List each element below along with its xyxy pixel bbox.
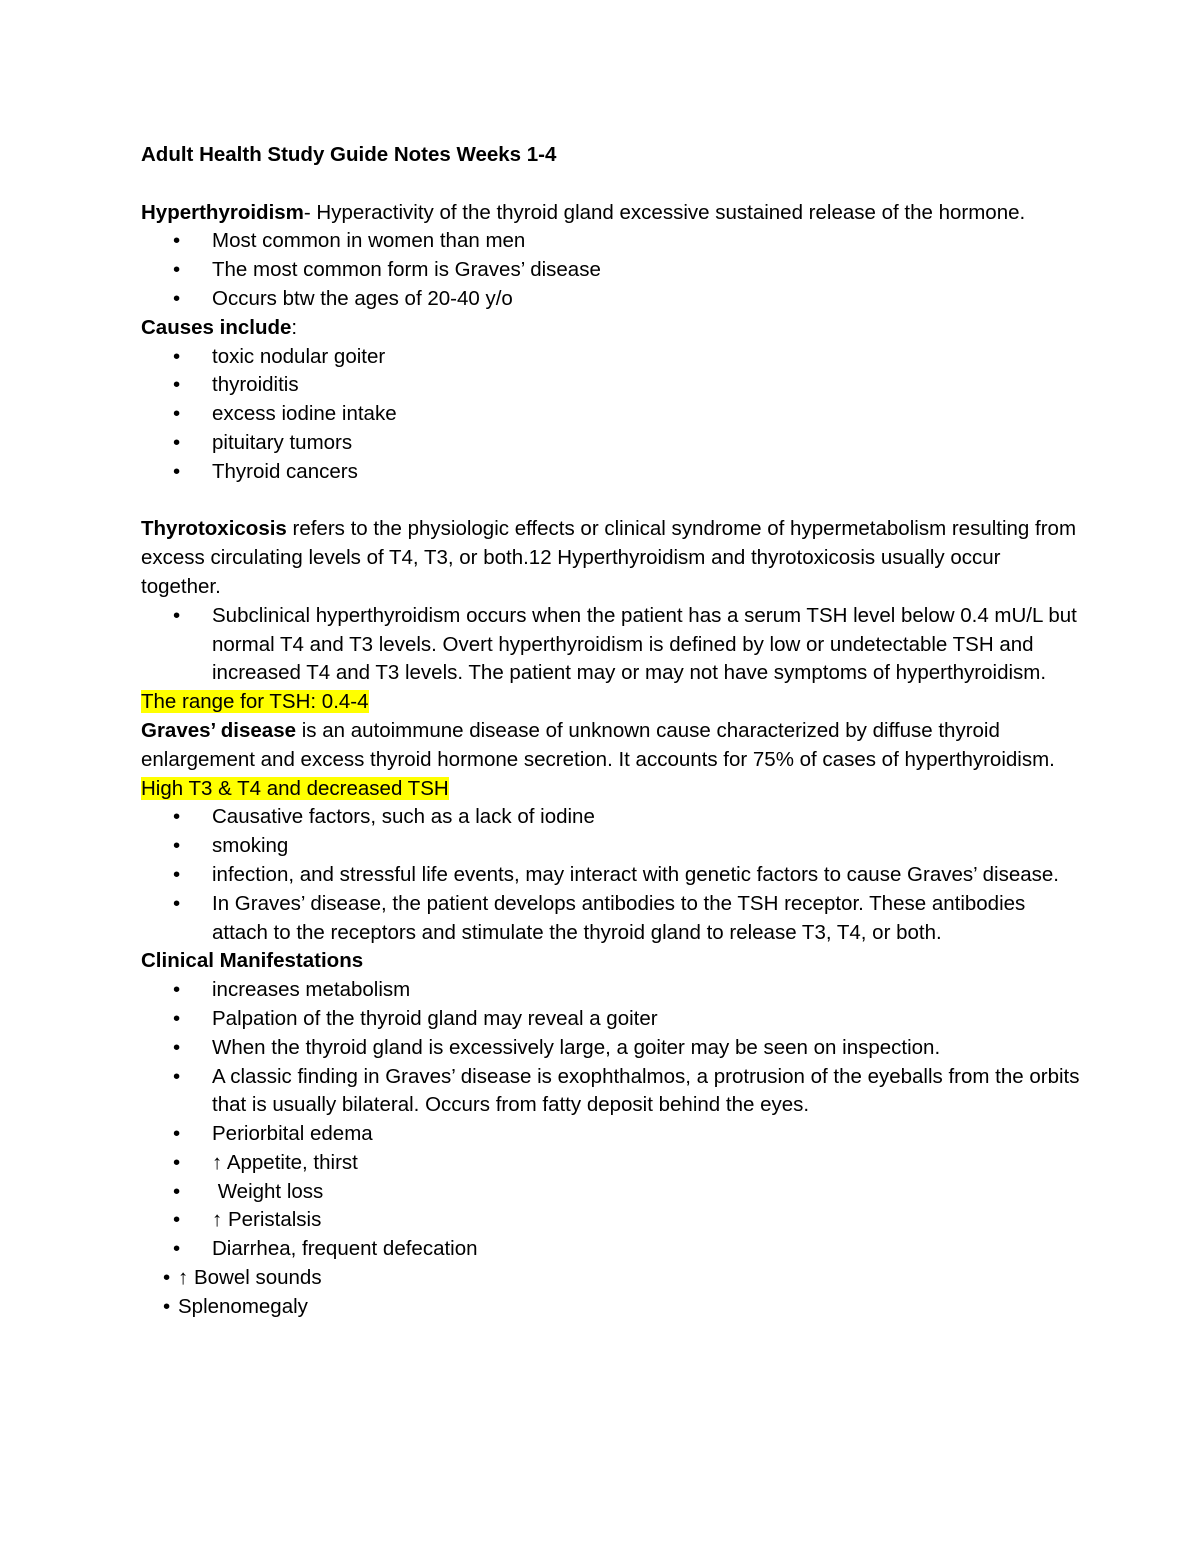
bullet-icon: • <box>173 1150 181 1174</box>
thyrotoxicosis-list <box>141 602 1080 688</box>
bullet-icon: • <box>173 286 181 310</box>
bullet-icon: • <box>173 603 181 627</box>
bullet-icon: • <box>173 1064 181 1088</box>
list-item: • Periorbital edema <box>141 1120 1080 1149</box>
causes-list <box>141 343 1080 487</box>
list-item: • ↑ Peristalsis <box>141 1206 1080 1235</box>
list-item: • increases metabolism <box>141 976 1080 1005</box>
bullet-icon: • <box>173 402 181 426</box>
list-item: • Splenomegaly <box>141 1293 1080 1322</box>
bullet-icon: • <box>163 1294 171 1318</box>
list-item: • ↑ Appetite, thirst <box>141 1149 1080 1178</box>
list-item: • smoking <box>141 832 1080 861</box>
list-item: • A classic finding in Graves’ disease is exophthalmos, a protrusion of the eyeballs from the orbits that is usually bilateral. Occurs from fatty deposit behind the eyes. <box>173 1064 1080 1117</box>
document-title: Adult Health Study Guide Notes Weeks 1-4 <box>141 143 557 166</box>
bullet-icon: • <box>173 373 181 397</box>
thyrotoxicosis-term: Thyrotoxicosis <box>141 517 287 541</box>
bullet-icon: • <box>173 258 181 282</box>
list-item: • ↑ Bowel sounds <box>141 1264 1080 1293</box>
hyperthyroidism-paragraph <box>141 199 1080 228</box>
bullet-icon: • <box>173 344 181 368</box>
clinical-heading: Clinical Manifestations <box>141 949 364 973</box>
list-item: • The most common form is Graves’ disease <box>141 256 1080 285</box>
list-item: • infection, and stressful life events, may interact with genetic factors to cause Graves’ disease. <box>141 861 1080 890</box>
clinical-list-continued <box>141 1264 1080 1322</box>
list-item: • Occurs btw the ages of 20-40 y/o <box>141 285 1080 314</box>
list-item: • toxic nodular goiter <box>141 343 1080 372</box>
bullet-icon: • <box>173 1035 181 1059</box>
bullet-icon: • <box>173 229 181 253</box>
list-item: • Causative factors, such as a lack of iodine <box>141 803 1080 832</box>
graves-list <box>141 803 1080 947</box>
list-item: • Subclinical hyperthyroidism occurs when the patient has a serum TSH level below 0.4 mU/L but normal T4 and T3 levels. Overt hyperthyroidism is defined by low or undetectable TSH and increased T4 and T3 levels. The patient may or may not have symptoms of hyperthyroidism. <box>173 603 1077 685</box>
graves-term: Graves’ disease <box>141 718 297 742</box>
spacer <box>141 487 1080 516</box>
thyrotoxicosis-paragraph <box>141 515 1080 601</box>
bullet-icon: • <box>173 1237 181 1261</box>
list-item: • Palpation of the thyroid gland may reveal a goiter <box>141 1005 1080 1034</box>
list-item: • thyroiditis <box>141 371 1080 400</box>
list-item: • Thyroid cancers <box>141 458 1080 487</box>
bullet-icon: • <box>163 1266 171 1290</box>
clinical-list <box>141 976 1080 1264</box>
list-item: • Most common in women than men <box>141 227 1080 256</box>
list-item: • Diarrhea, frequent defecation <box>141 1235 1080 1264</box>
graves-definition: is an autoimmune disease of unknown cause characterized by diffuse thyroid enlargement and excess thyroid hormone secretion. It accounts for 75% of cases of hyperthyroidism. <box>141 718 1055 771</box>
hyperthyroidism-term: Hyperthyroidism <box>141 200 304 224</box>
bullet-icon: • <box>173 459 181 483</box>
bullet-icon: • <box>173 1208 181 1232</box>
bullet-icon: • <box>173 1006 181 1030</box>
tsh-range-highlight: The range for TSH: 0.4-4 <box>141 690 369 714</box>
causes-heading: Causes include: <box>141 315 298 339</box>
list-item: • excess iodine intake <box>141 400 1080 429</box>
list-item: • In Graves’ disease, the patient develops antibodies to the TSH receptor. These antibodies attach to the receptors and stimulate the thyroid gland to release T3, T4, or both. <box>173 891 1026 944</box>
list-item: • When the thyroid gland is excessively large, a goiter may be seen on inspection. <box>141 1034 1080 1063</box>
bullet-icon: • <box>173 1122 181 1146</box>
bullet-icon: • <box>173 978 181 1002</box>
bullet-icon: • <box>173 430 181 454</box>
list-item: • pituitary tumors <box>141 429 1080 458</box>
hyperthyroidism-definition: - Hyperactivity of the thyroid gland excessive sustained release of the hormone. <box>303 200 1026 224</box>
bullet-icon: • <box>173 891 181 915</box>
bullet-icon: • <box>173 834 181 858</box>
tsh-range-line <box>141 688 1080 717</box>
bullet-icon: • <box>173 862 181 886</box>
bullet-icon: • <box>173 805 181 829</box>
hyperthyroidism-list <box>141 227 1080 313</box>
bullet-icon: • <box>173 1179 181 1203</box>
graves-paragraph <box>141 717 1080 803</box>
thyrotoxicosis-definition: refers to the physiologic effects or clinical syndrome of hypermetabolism resulting from excess circulating levels of T4, T3, or both.12 Hyperthyroidism and thyrotoxicosis usually occur together. <box>141 517 1077 598</box>
list-item: • Weight loss <box>141 1178 1080 1207</box>
graves-highlight: High T3 & T4 and decreased TSH <box>141 776 449 800</box>
